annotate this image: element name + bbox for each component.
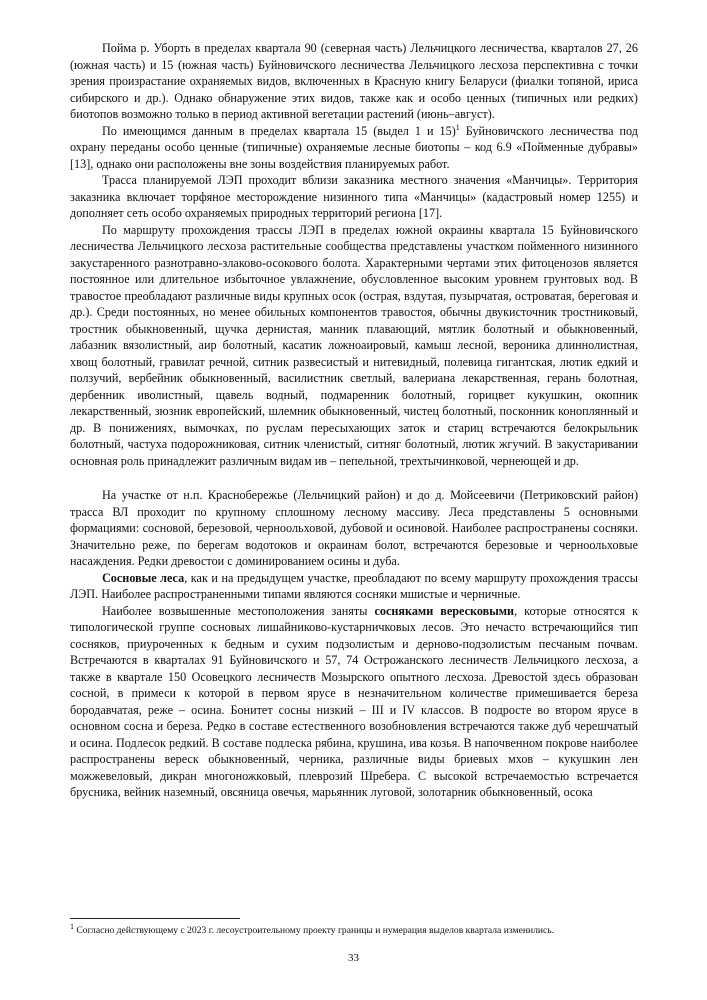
paragraph-text: Трасса планируемой ЛЭП проходит вблизи заказника местного значения «Манчицы». Территория заказника включает торфяное месторождение низинного типа «Манчицы» (кадастровый номер 1255) и дополняет сеть особо охраняемых природных территорий региона [17].: [70, 173, 638, 220]
paragraph-text: По маршруту прохождения трассы ЛЭП в пределах южной окраины квартала 15 Буйновичского лесничества Лельчицкого лесхоза растительные сообщества представлены участком пойменного низинного закустаренного разнотравно-злаково-осокового болота. Характерными чертами этих фитоценозов является постоянное или длительное избыточное увлажнение, обусловленное высоким уровнем грунтовых вод. В травостое преобладают различные виды крупных осок (острая, вздутая, пузырчатая, островатая, береговая и др.). Среди постоянных, но менее обильных компонентов травостоя, обычны двукисточник тростниковый, тростник обыкновенный, щучка дернистая, манник плавающий, мятлик болотный и обыкновенный, лабазник вязолистный, аир болотный, касатик ложноаировый, камыш лесной, вероника длиннолистная, хвощ болотный, гравилат речной, ситник развесистый и нитевидный, полевица гигантская, лютик едкий и ползучий, вербейник обыкновенный, василистник светлый, валериана лекарственная, герань болотная, дербенник иволистный, щавель водный, подмаренник болотный, горицвет кукушкин, окопник лекарственный, зюзник европейский, шлемник обыкновенный, чистец болотный, посконник коноплянный и др. В понижениях, вымочках, по руслам пересыхающих заток и стариц встречаются белокрыльник болотный, частуха подорожниковая, ситник членистый, ситняг болотный, лютик жгучий. В закустаривании основная роль принадлежит различным видам ив – пепельной, трехтычинковой, чернеющей и др.: [70, 222, 638, 468]
paragraph-swamp-communities: [70, 222, 638, 470]
footnote-reference[interactable]: 1: [455, 122, 460, 132]
paragraph-quarter-15: [70, 123, 638, 173]
paragraph-text: , как и на предыдущем участке, преобладают по всему маршруту прохождения трассы ЛЭП. Наиболее распространенными типами являются сосняки мшистые и черничные.: [70, 570, 638, 601]
section-gap: [70, 469, 638, 487]
footnote-separator: [70, 918, 240, 919]
paragraph-manchitsy-reserve: [70, 172, 638, 222]
footnote-text: Согласно действующему с 2023 г. лесоустроительному проекту границы и нумерация выделов квартала изменились.: [74, 925, 555, 936]
paragraph-pine-forests: [70, 570, 638, 603]
bold-term: сосняками вересковыми: [374, 603, 515, 618]
paragraph-heather-pine: [70, 603, 638, 801]
page-body: [70, 40, 638, 801]
paragraph-text-continued: , которые относятся к типологической группе сосновых лишайниково-кустарничковых лесов. Это нечасто встречающийся тип сосняков, приуроченных к бедным и сухим подзолистым и дерново-подзолистым песчаным почвам. Встречаются в кварталах 91 Буйновичского и 57, 74 Острожанского лесничеств Лельчицкого лесхоза, а также в квартале 150 Осовецкого лесничеств Мозырского опытного лесхоза. Древостой здесь образован сосной, в примеси к которой в первом ярусе в незначительном количестве примешивается береза бородавчатая, реже – осина. Бонитет сосны низкий – III и IV классов. В подросте во втором ярусе в основном сосна и береза. Редко в составе естественного возобновления встречаются также дуб черешчатый и осина. Подлесок редкий. В составе подлеска рябина, крушина, ива козья. В напочвенном покрове наиболее распространены вереск обыкновенный, черника, различные виды бриевых мхов – кукушкин лен можжевеловый, дикран многоножковый, плеврозий Шребера. С высокой встречаемостью встречается брусника, вейник наземный, овсяница овечья, марьянник луговой, золотарник обыкновенный, осока: [70, 603, 638, 799]
page-number: 33: [348, 952, 359, 964]
paragraph-text: По имеющимся данным в пределах квартала 15 (выдел 1 и 15): [102, 123, 456, 138]
paragraph-text: Наиболее возвышенные местоположения заняты: [102, 603, 375, 618]
footnote: [70, 921, 650, 937]
paragraph-forest-massif: [70, 487, 638, 570]
paragraph-text: На участке от н.п. Краснобережье (Лельчицкий район) и до д. Мойсеевичи (Петриковский район) трасса ВЛ проходит по крупному сплошному лесному массиву. Леса представлены 5 основными формациями: сосновой, березовой, черноольховой, дубовой и осиновой. Наиболее распространены сосняки. Значительно реже, по берегам водотоков и окраинам болот, встречаются березовые и черноольховые насаждения. Редки древостои с доминированием осины и дуба.: [70, 488, 638, 568]
bold-term: Сосновые леса: [102, 570, 185, 585]
paragraph-text-continued: Буйновичского лесничества под охрану переданы особо ценные (типичные) охраняемые лесные биотопы – код 6.9 «Пойменные дубравы» [13], однако они расположены вне зоны воздействия планируемых работ.: [70, 123, 638, 171]
footnote-marker: 1: [70, 921, 74, 931]
paragraph-text: Пойма р. Уборть в пределах квартала 90 (северная часть) Лельчицкого лесничества, кварталов 27, 26 (южная часть) и 15 (южная часть) Буйновичского лесничества Лельчицкого лесхоза перспективна с точки зрения произрастание охраняемых видов, включенных в Красную книгу Беларуси (фиалки топяной, ириса сибирского и др.). Однако обнаружение этих видов, также как и особо ценных (типичных или редких) биотопов возможно только в период активной вегетации растений (июнь–август).: [70, 41, 638, 121]
paragraph-uborot-floodplain: [70, 40, 638, 123]
